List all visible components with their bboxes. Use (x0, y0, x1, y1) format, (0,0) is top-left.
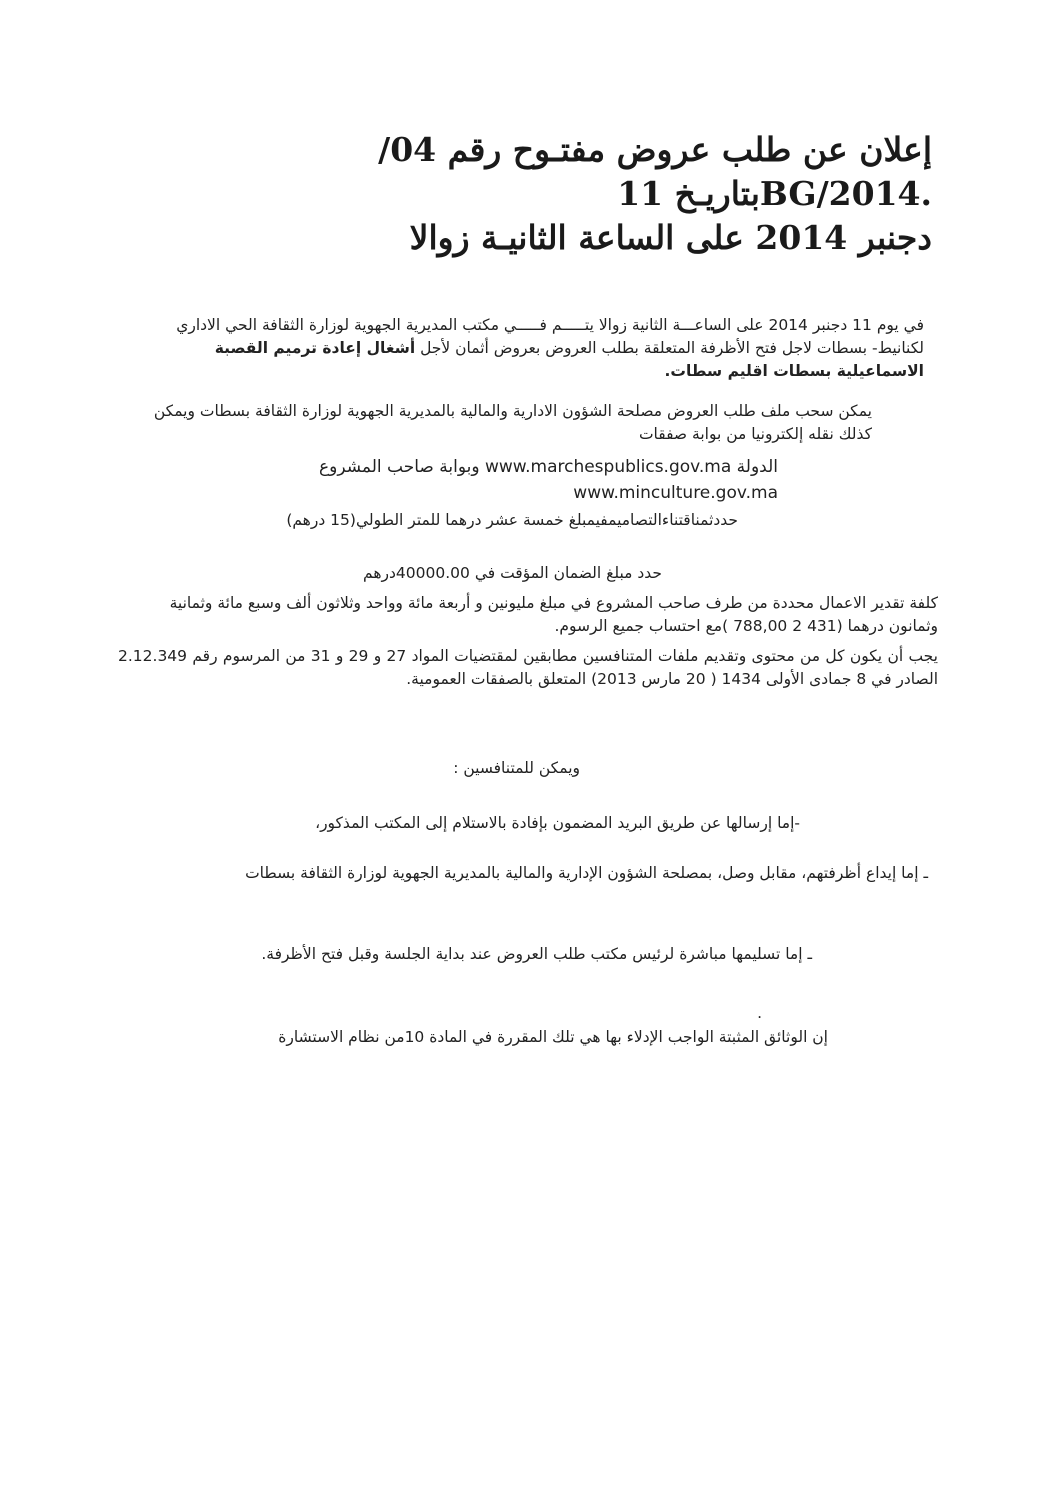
announcement-title (152, 128, 932, 260)
title-line-1: إعلان عن طلب عروض مفتـوح رقم 04/ .BG/2014بتاريـخ 11 (378, 130, 932, 213)
portals-paragraph: الدولة www.marchespublics.gov.ma وبوابة صاحب المشروع www.minculture.gov.ma (319, 457, 778, 503)
stray-dot: . (757, 1003, 762, 1022)
opening-date-paragraph (124, 314, 924, 383)
compliance-paragraph: يجب أن يكون كل من محتوى وتقديم ملفات المتنافسين مطابقين لمقتضيات المواد 27 و 29 و 31 من المرسوم رقم 2.12.349 الصادر في 8 جمادى الأولى 1434 ( 20 مارس 2013) المتعلق بالصفقات العمومية. (118, 646, 938, 688)
title-line-2: دجنبر 2014 على الساعة الثانيـة زوالا (409, 218, 932, 257)
guarantee-paragraph: حدد مبلغ الضمان المؤقت في 40000.00درهم (363, 563, 662, 582)
file-withdrawal-paragraph: يمكن سحب ملف طلب العروض مصلحة الشؤون الادارية والمالية بالمديرية الجهوية لوزارة الثقافة بسطات ويمكن كذلك نقله إلكترونيا من بوابة صفقات (153, 401, 872, 443)
required-documents-paragraph: إن الوثائق المثبتة الواجب الإدلاء بها هي تلك المقررة في المادة 10من نظام الاستشارة (278, 1027, 828, 1046)
opening-date-text: في يوم 11 دجنبر 2014 على الساعـــة الثانية زوالا يتـــــم فـــــي مكتب المديرية الجهوية لوزارة الثقافة الحي الاداري لكنانيط- بسطات لاجل فتح الأظرفة المتعلقة بطلب العروض بعروض أثمان لأجل (176, 315, 924, 357)
plans-price-paragraph: حددثمناقتناءالتصاميمفيمبلغ خمسة عشر درهما للمتر الطولي(15 درهم) (286, 510, 738, 529)
cost-estimate-paragraph: كلفة تقدير الاعمال محددة من طرف صاحب المشروع في مبلغ مليونين و أربعة مائة وواحد وثلاثون ألف وسبع مائة وثمانية وثمانون درهما (431 2 788,00 )مع احتساب جميع الرسوم. (169, 593, 938, 635)
works-description: أشغال إعادة ترميم القصبة الاسماعيلية بسطات اقليم سطات. (214, 338, 924, 380)
option-mail: -إما إرسالها عن طريق البريد المضمون بإفادة بالاستلام إلى المكتب المذكور، (315, 813, 800, 832)
option-hand-delivery: ـ إما تسليمها مباشرة لرئيس مكتب طلب العروض عند بداية الجلسة وقبل فتح الأظرفة. (261, 944, 812, 963)
competitors-intro: ويمكن للمتنافسين : (453, 758, 580, 777)
option-deposit: ـ إما إيداع أظرفتهم، مقابل وصل، بمصلحة الشؤون الإدارية والمالية بالمديرية الجهوية لوزارة الثقافة بسطات (245, 863, 928, 882)
